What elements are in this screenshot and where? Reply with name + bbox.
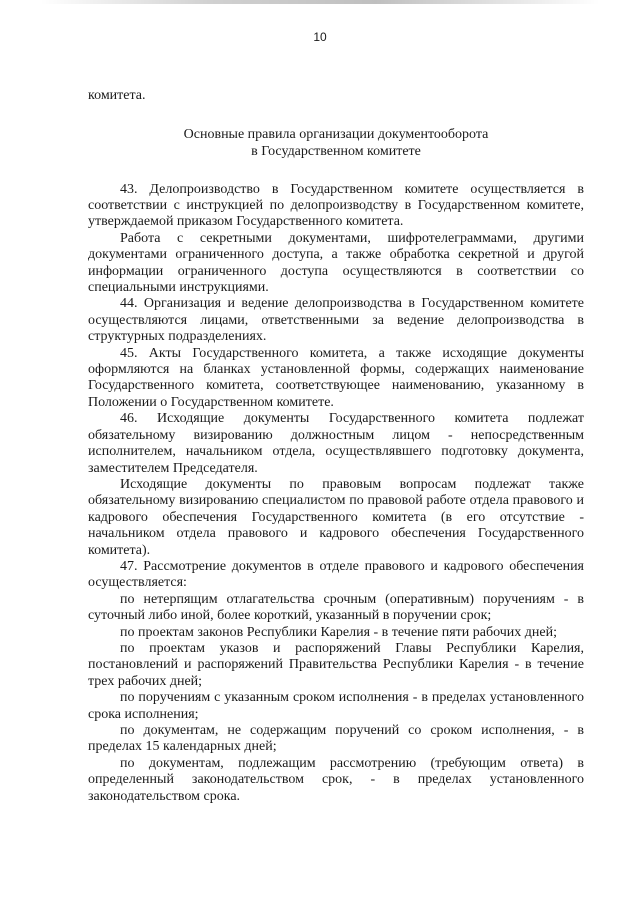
list-item-no-deadline: по документам, не содержащим поручений со сроком исполнения, - в пределах 15 календарных дней; (88, 723, 584, 755)
page-number: 10 (313, 30, 327, 44)
paragraph-47: 47. Рассмотрение документов в отделе правового и кадрового обеспечения осуществляется: (88, 558, 584, 591)
paragraph-43: 43. Делопроизводство в Государственном комитете осуществляется в соответствии с инструкцией по делопроизводству в Государственном комитете, утверждаемой приказом Государственного комитета. (88, 181, 584, 230)
section-heading-line-1: Основные правила организации документооборота (183, 127, 489, 143)
paragraph-46: 46. Исходящие документы Государственного комитета подлежат обязательному визированию должностным лицом - непосредственным исполнителем, начальником отдела, осуществлявшего подготовку документа, заместителем Председателя. (88, 411, 584, 476)
continuation-text: комитета. (88, 88, 146, 103)
document-body (88, 88, 584, 805)
section-heading-line-2: в Государственном комитете (251, 144, 421, 159)
list-item-assignments: по поручениям с указанным сроком исполнения - в пределах установленного срока исполнения; (88, 690, 584, 722)
section-heading (88, 127, 584, 160)
paragraph-secret-docs: Работа с секретными документами, шифротелеграммами, другими документами ограниченного доступа, а также обработка секретной и другой информации ограниченного доступа осуществляются в соответствии со специальными инструкциями. (88, 230, 584, 296)
list-item-urgent: по нетерпящим отлагательства срочным (оперативным) поручениям - в суточный либо иной, более короткий, указанный в поручении срок; (88, 591, 584, 624)
list-item-legal-deadline: по документам, подлежащим рассмотрению (требующим ответа) в определенный законодательством срок, - в пределах установленного законодательством срока. (88, 755, 584, 804)
list-item-decrees: по проектам указов и распоряжений Главы Республики Карелия, постановлений и распоряжений Правительства Республики Карелия - в течение трех рабочих дней; (88, 640, 584, 689)
paragraph-44: 44. Организация и ведение делопроизводства в Государственном комитете осуществляются лицами, ответственными за ведение делопроизводства в структурных подразделениях. (88, 296, 584, 345)
scan-edge-artifact (40, 0, 600, 4)
list-item-laws: по проектам законов Республики Карелия - в течение пяти рабочих дней; (120, 624, 557, 640)
paragraph-45: 45. Акты Государственного комитета, а также исходящие документы оформляются на бланках установленной формы, содержащих наименование Государственного комитета, соответствующее наименованию, указанному в Положении о Государственном комитете. (88, 345, 584, 410)
paragraph-legal-visa: Исходящие документы по правовым вопросам подлежат также обязательному визированию специалистом по правовой работе отдела правового и кадрового обеспечения Государственного комитета (в его отсутствие - начальником отдела правового и кадрового обеспечения Государственного комитета). (88, 476, 584, 558)
